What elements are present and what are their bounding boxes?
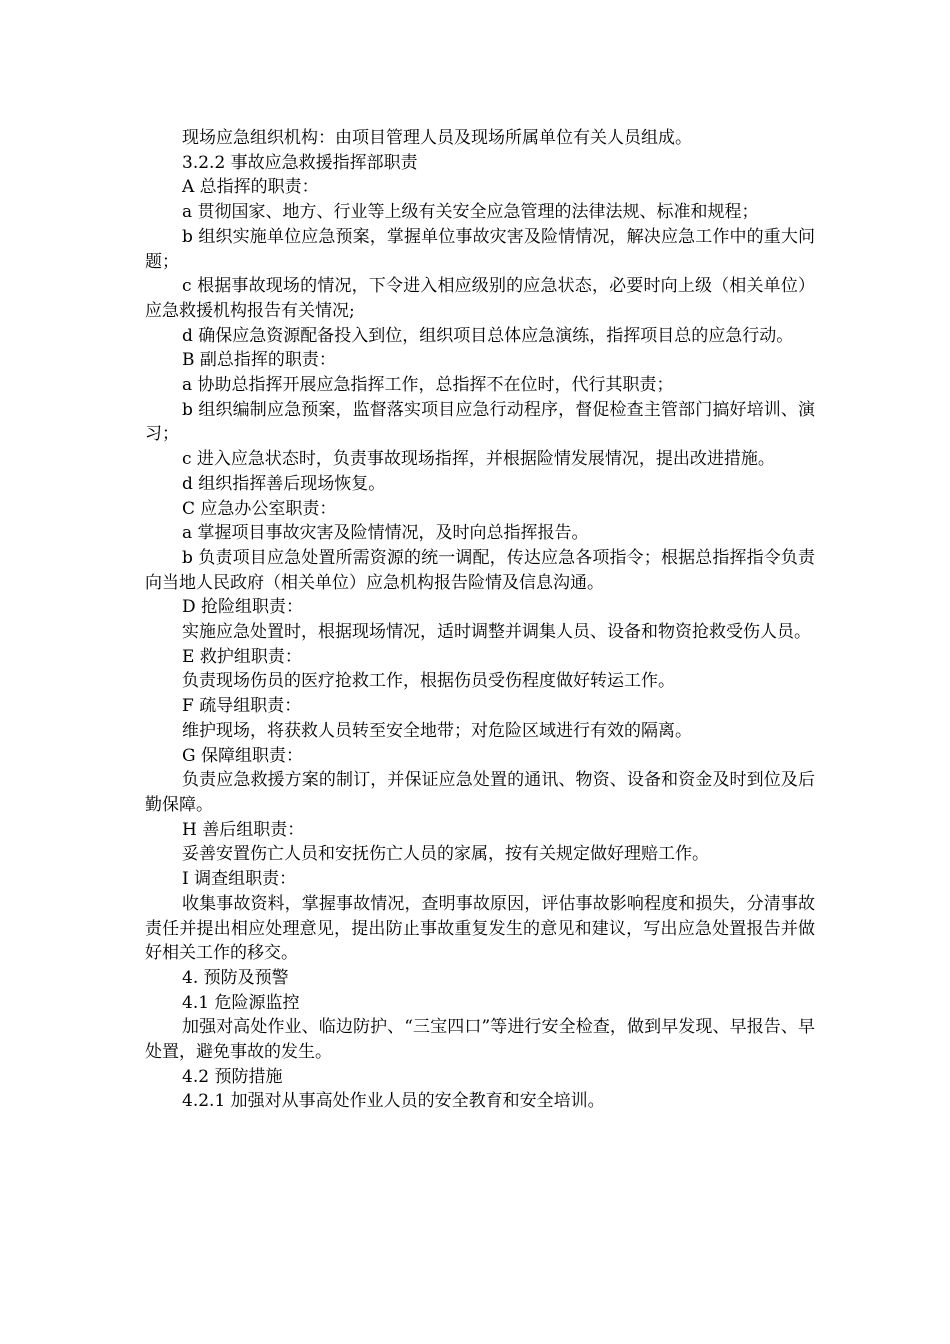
list-item: c 根据事故现场的情况，下令进入相应级别的应急状态，必要时向上级（相关单位）应急救援机构报告有关情况; [145, 276, 815, 321]
list-item: c 进入应急状态时，负责事故现场指挥，并根据险情发展情况，提出改进措施。 [182, 449, 775, 470]
paragraph: 负责现场伤员的医疗抢救工作，根据伤员受伤程度做好转运工作。 [182, 671, 675, 692]
section-heading: 3.2.2 事故应急救援指挥部职责 [182, 152, 418, 173]
list-item: a 协助总指挥开展应急指挥工作，总指挥不在位时，代行其职责； [182, 375, 674, 396]
paragraph: 收集事故资料，掌握事故情况，查明事故原因，评估事故影响程度和损失，分清事故责任并提出相应处理意见，提出防止事故重复发生的意见和建议，写出应急处置报告并做好相关工作的移交。 [145, 893, 815, 964]
subheading: D 抢险组职责： [182, 597, 304, 618]
paragraph: 加强对高处作业、临边防护、“三宝四口”等进行安全检查，做到早发现、早报告、早处置，避免事故的发生。 [145, 1017, 815, 1063]
list-item: b 组织实施单位应急预案，掌握单位事故灾害及险情情况，解决应急工作中的重大问题； [145, 226, 815, 272]
paragraph: 妥善安置伤亡人员和安抚伤亡人员的家属，按有关规定做好理赔工作。 [182, 844, 709, 865]
section-heading: 4.1 危险源监控 [182, 992, 300, 1013]
section-heading: 4. 预防及预警 [182, 967, 289, 988]
subheading: G 保障组职责： [182, 745, 303, 766]
subheading: C 应急办公室职责： [182, 498, 337, 519]
paragraph: 现场应急组织机构：由项目管理人员及现场所属单位有关人员组成。 [182, 128, 692, 148]
list-item: b 组织编制应急预案，监督落实项目应急行动程序，督促检查主管部门搞好培训、演习； [145, 399, 815, 445]
paragraph: 4.2.1 加强对从事高处作业人员的安全教育和安全培训。 [182, 1091, 605, 1112]
list-item: d 确保应急资源配备投入到位，组织项目总体应急演练，指挥项目总的应急行动。 [182, 325, 794, 346]
list-item: b 负责项目应急处置所需资源的统一调配，传达应急各项指令；根据总指挥指令负责向当地人民政府（相关单位）应急机构报告险情及信息沟通。 [145, 547, 815, 593]
paragraph: 负责应急救援方案的制订，并保证应急处置的通讯、物资、设备和资金及时到位及后勤保障。 [145, 770, 815, 815]
subheading: E 救护组职责： [182, 646, 302, 667]
list-item: a 贯彻国家、地方、行业等上级有关安全应急管理的法律法规、标准和规程； [182, 202, 759, 223]
subheading: F 疏导组职责： [182, 696, 302, 717]
list-item: d 组织指挥善后现场恢复。 [182, 473, 386, 494]
document-page [145, 126, 815, 1114]
subheading: B 副总指挥的职责： [182, 350, 336, 371]
section-heading: 4.2 预防措施 [182, 1066, 283, 1087]
paragraph: 维护现场，将获救人员转至安全地带；对危险区域进行有效的隔离。 [182, 720, 692, 741]
paragraph: 实施应急处置时，根据现场情况，适时调整并调集人员、设备和物资抢救受伤人员。 [182, 622, 811, 643]
subheading: I 调查组职责： [182, 869, 297, 890]
subheading: A 总指挥的职责： [182, 177, 319, 198]
list-item: a 掌握项目事故灾害及险情情况，及时向总指挥报告。 [182, 523, 589, 544]
subheading: H 善后组职责： [182, 819, 305, 840]
